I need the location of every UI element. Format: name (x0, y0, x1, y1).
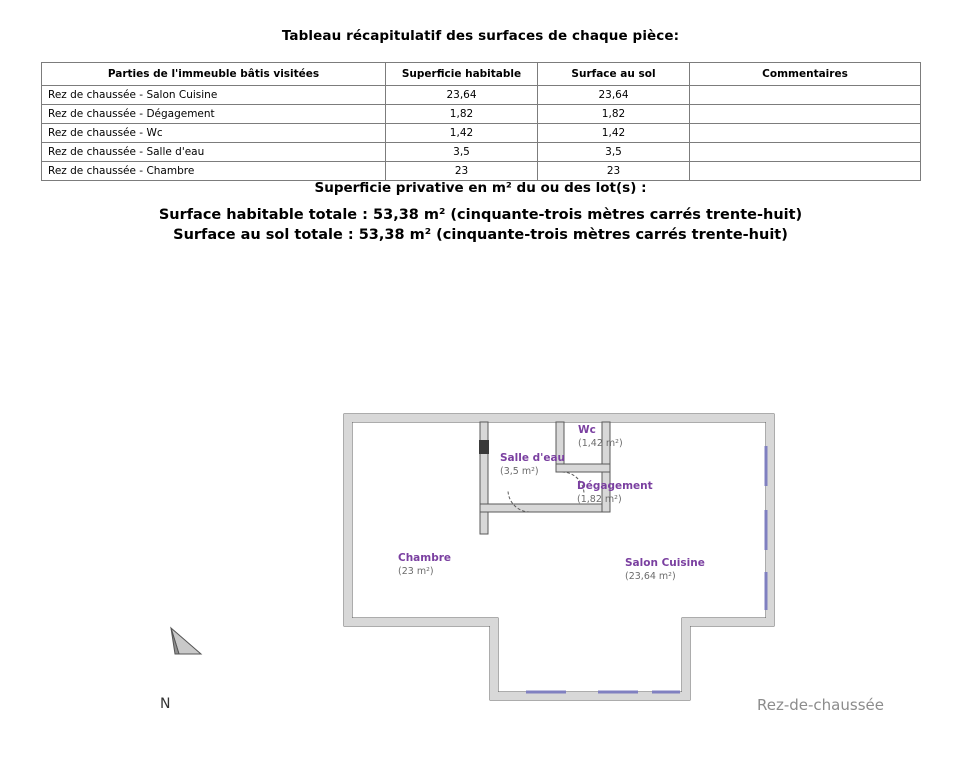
room-label-chambre (398, 552, 451, 578)
room-area: (1,42 m²) (578, 438, 623, 449)
surfaces-table (41, 62, 921, 181)
cell-partie: Rez de chaussée - Dégagement (42, 105, 386, 124)
cell-commentaire (690, 124, 921, 143)
room-label-salle-d-eau (500, 452, 565, 478)
room-area: (23 m²) (398, 566, 434, 577)
summary-surface-au-sol-totale: Surface au sol totale : 53,38 m² (cinquante-trois mètres carrés trente-huit) (173, 227, 788, 243)
floor-name-label: Rez-de-chaussée (757, 696, 884, 714)
cell-sol: 3,5 (538, 143, 690, 162)
compass-north-label: N (160, 696, 171, 712)
room-label-salon-cuisine (625, 557, 705, 583)
cell-commentaire (690, 86, 921, 105)
cell-habitable: 1,42 (386, 124, 538, 143)
cell-commentaire (690, 143, 921, 162)
summary-privative-title: Superficie privative en m² du ou des lot(s) : (314, 180, 647, 196)
cell-commentaire (690, 105, 921, 124)
room-area: (1,82 m²) (577, 494, 622, 505)
table-header-partie: Parties de l'immeuble bâtis visitées (42, 63, 386, 86)
floor-plan (330, 400, 810, 730)
page-title: Tableau récapitulatif des surfaces de chaque pièce: (281, 28, 680, 44)
cell-sol: 23 (538, 162, 690, 181)
cell-commentaire (690, 162, 921, 181)
summary-surface-habitable-totale: Surface habitable totale : 53,38 m² (cinquante-trois mètres carrés trente-huit) (158, 207, 803, 223)
table-row (42, 143, 921, 162)
room-label-wc (578, 424, 623, 450)
cell-partie: Rez de chaussée - Wc (42, 124, 386, 143)
table-header-surface-au-sol: Surface au sol (538, 63, 690, 86)
cell-partie: Rez de chaussée - Salon Cuisine (42, 86, 386, 105)
cell-sol: 23,64 (538, 86, 690, 105)
table-header-superficie-habitable: Superficie habitable (386, 63, 538, 86)
cell-habitable: 23,64 (386, 86, 538, 105)
compass-icon (165, 624, 215, 674)
cell-partie: Rez de chaussée - Salle d'eau (42, 143, 386, 162)
room-name: Dégagement (577, 480, 653, 492)
cell-sol: 1,42 (538, 124, 690, 143)
room-name: Salle d'eau (500, 452, 566, 464)
table-header-row (42, 63, 921, 86)
room-name: Chambre (398, 552, 452, 564)
cell-habitable: 3,5 (386, 143, 538, 162)
table-row (42, 124, 921, 143)
surfaces-table-container (41, 62, 920, 181)
table-header-commentaires: Commentaires (690, 63, 921, 86)
table-row (42, 162, 921, 181)
room-area: (3,5 m²) (500, 466, 539, 477)
room-name: Wc (578, 424, 596, 436)
cell-partie: Rez de chaussée - Chambre (42, 162, 386, 181)
room-area: (23,64 m²) (625, 571, 676, 582)
room-label-degagement (577, 480, 653, 506)
cell-habitable: 23 (386, 162, 538, 181)
table-row (42, 86, 921, 105)
cell-sol: 1,82 (538, 105, 690, 124)
cell-habitable: 1,82 (386, 105, 538, 124)
room-name: Salon Cuisine (625, 557, 705, 569)
table-row (42, 105, 921, 124)
